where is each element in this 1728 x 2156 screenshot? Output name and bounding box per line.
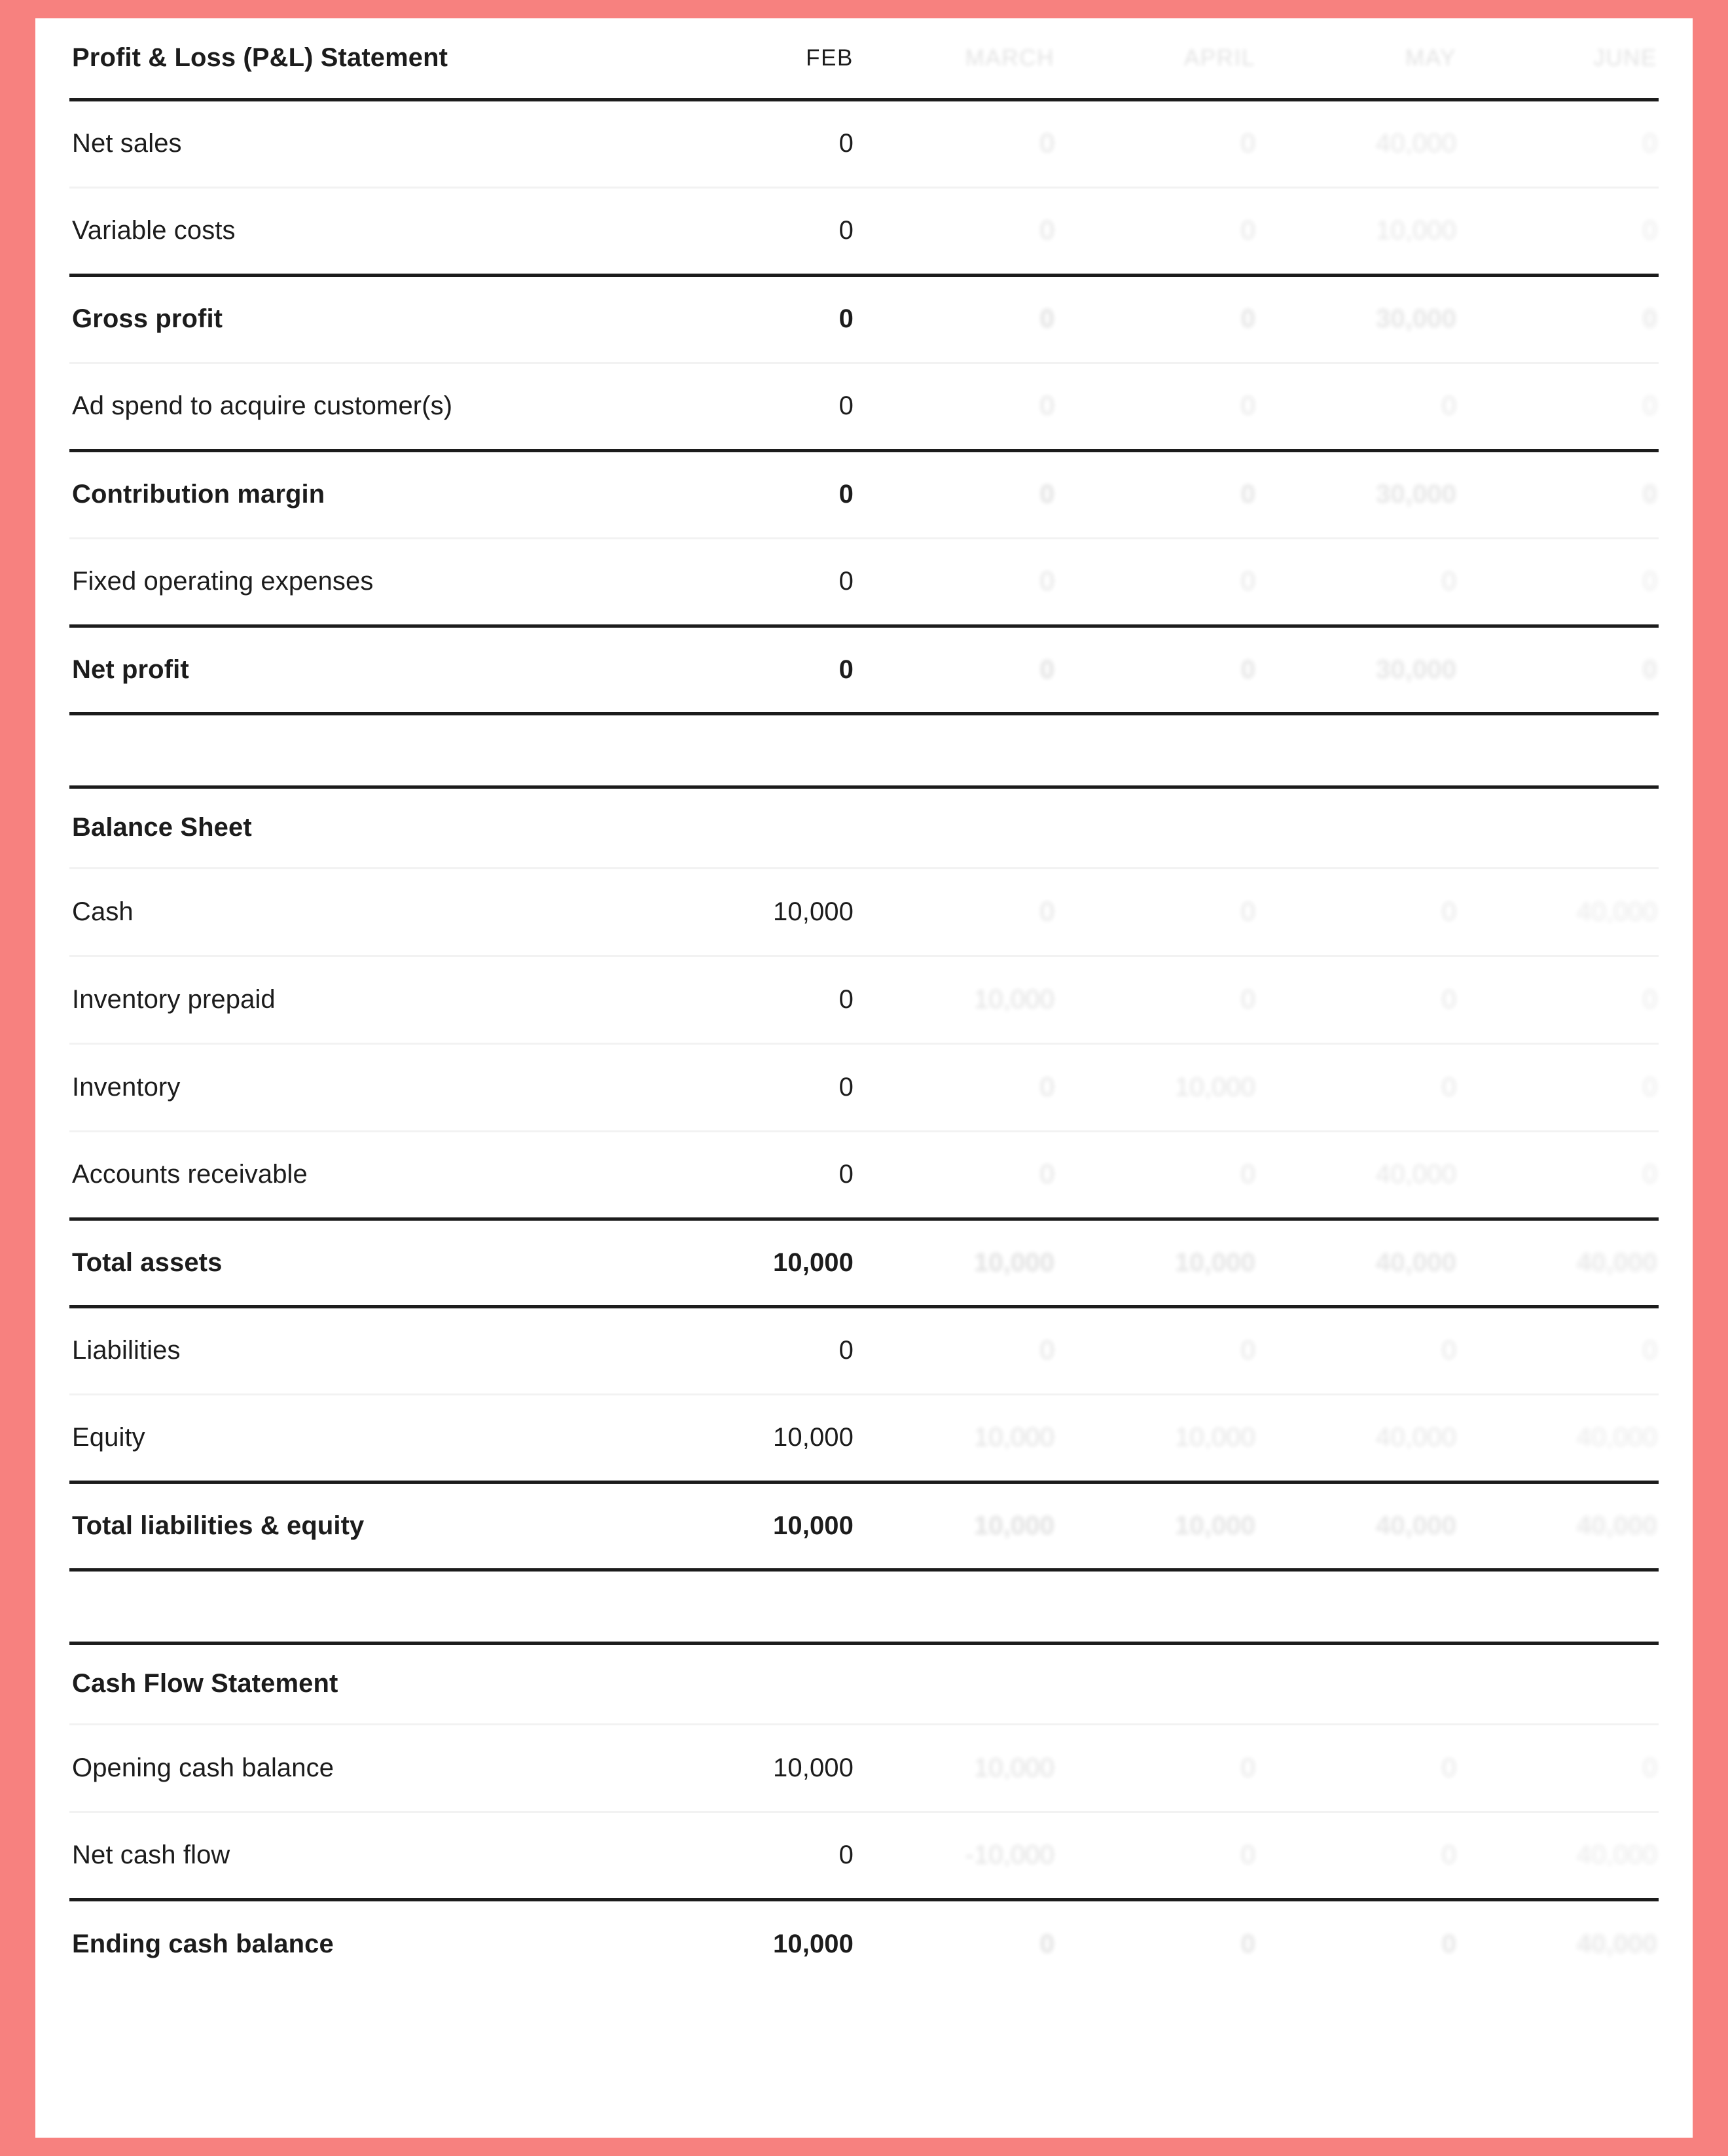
spacer-cell <box>1056 787 1257 868</box>
cell-feb: 0 <box>645 275 855 363</box>
row-label: Contribution margin <box>69 450 645 538</box>
cell-may: 40,000 <box>1257 1394 1458 1482</box>
row-label: Net cash flow <box>69 1812 645 1899</box>
cell-may: 40,000 <box>1257 99 1458 187</box>
cell-june: 0 <box>1458 956 1659 1043</box>
row-label: Total liabilities & equity <box>69 1482 645 1570</box>
row-label: Total assets <box>69 1219 645 1306</box>
cell-feb: 10,000 <box>645 1482 855 1570</box>
cell-march: 0 <box>855 275 1056 363</box>
table-row <box>69 1724 1659 1812</box>
cell-june: 0 <box>1458 99 1659 187</box>
spacer-cell <box>855 1570 1056 1643</box>
pl-section-title: Profit & Loss (P&L) Statement <box>69 18 645 99</box>
cell-march: 0 <box>855 1131 1056 1219</box>
spacer-cell <box>1458 1643 1659 1724</box>
cell-april: 0 <box>1056 1306 1257 1394</box>
cell-june: 40,000 <box>1458 1482 1659 1570</box>
spacer-cell <box>645 787 855 868</box>
table-row <box>69 1899 1659 1987</box>
table-row <box>69 450 1659 538</box>
cell-may: 30,000 <box>1257 275 1458 363</box>
cell-feb: 0 <box>645 1812 855 1899</box>
cell-march: 10,000 <box>855 956 1056 1043</box>
table-row <box>69 538 1659 626</box>
cell-may: 0 <box>1257 363 1458 450</box>
spacer-cell <box>1458 1570 1659 1643</box>
cell-feb: 0 <box>645 450 855 538</box>
cell-may: 40,000 <box>1257 1131 1458 1219</box>
table-row <box>69 1219 1659 1306</box>
section-header-pl <box>69 18 1659 99</box>
cell-march: -10,000 <box>855 1812 1056 1899</box>
cell-june: 0 <box>1458 1131 1659 1219</box>
spacer-cell <box>69 1570 645 1643</box>
spacer-cell <box>1257 787 1458 868</box>
cell-feb: 0 <box>645 1306 855 1394</box>
row-label: Cash <box>69 868 645 956</box>
cell-march: 0 <box>855 99 1056 187</box>
spacer-cell <box>1257 1570 1458 1643</box>
cell-april: 10,000 <box>1056 1043 1257 1131</box>
column-header-june: JUNE <box>1458 18 1659 99</box>
row-label: Liabilities <box>69 1306 645 1394</box>
spacer-cell <box>1257 713 1458 787</box>
cell-may: 0 <box>1257 1306 1458 1394</box>
cell-june: 40,000 <box>1458 1219 1659 1306</box>
cell-june: 40,000 <box>1458 868 1659 956</box>
cell-feb: 0 <box>645 187 855 275</box>
cell-march: 0 <box>855 1043 1056 1131</box>
row-label: Variable costs <box>69 187 645 275</box>
spacer-cell <box>645 713 855 787</box>
cell-march: 0 <box>855 450 1056 538</box>
table-row <box>69 363 1659 450</box>
spacer-cell <box>1458 787 1659 868</box>
cell-april: 10,000 <box>1056 1394 1257 1482</box>
row-label: Inventory prepaid <box>69 956 645 1043</box>
cell-april: 0 <box>1056 99 1257 187</box>
cell-may: 30,000 <box>1257 450 1458 538</box>
table-row <box>69 99 1659 187</box>
table-row <box>69 187 1659 275</box>
cell-april: 0 <box>1056 275 1257 363</box>
cell-april: 0 <box>1056 956 1257 1043</box>
cell-march: 0 <box>855 538 1056 626</box>
cell-april: 0 <box>1056 187 1257 275</box>
section-spacer <box>69 713 1659 787</box>
spacer-cell <box>1056 1643 1257 1724</box>
cell-may: 40,000 <box>1257 1219 1458 1306</box>
spacer-cell <box>1257 1643 1458 1724</box>
cell-june: 0 <box>1458 275 1659 363</box>
cell-june: 0 <box>1458 538 1659 626</box>
cell-may: 40,000 <box>1257 1482 1458 1570</box>
cell-april: 10,000 <box>1056 1482 1257 1570</box>
cell-june: 40,000 <box>1577 1929 1657 1958</box>
cell-march: 0 <box>855 868 1056 956</box>
spacer-cell <box>855 787 1056 868</box>
cell-feb: 10,000 <box>645 1394 855 1482</box>
spacer-cell <box>645 1570 855 1643</box>
cell-feb: 0 <box>645 1131 855 1219</box>
balance-sheet-section-title: Balance Sheet <box>69 787 645 868</box>
cell-april: 0 <box>1056 450 1257 538</box>
cell-feb: 10,000 <box>773 1929 854 1958</box>
table-row <box>69 1043 1659 1131</box>
row-label: Ad spend to acquire customer(s) <box>69 363 645 450</box>
cell-feb: 0 <box>645 626 855 713</box>
cell-may: 0 <box>1257 1724 1458 1812</box>
table-row <box>69 1482 1659 1570</box>
statement-card <box>35 18 1693 2138</box>
row-label: Ending cash balance <box>72 1929 334 1958</box>
spacer-cell <box>645 1643 855 1724</box>
cell-april: 0 <box>1240 1929 1255 1958</box>
cell-feb: 0 <box>645 956 855 1043</box>
row-label: Equity <box>69 1394 645 1482</box>
column-header-may: MAY <box>1257 18 1458 99</box>
row-label: Fixed operating expenses <box>69 538 645 626</box>
row-label: Inventory <box>69 1043 645 1131</box>
cell-march: 0 <box>855 626 1056 713</box>
cell-june: 0 <box>1458 1043 1659 1131</box>
cell-april: 10,000 <box>1056 1219 1257 1306</box>
table-row <box>69 956 1659 1043</box>
cell-april: 0 <box>1056 626 1257 713</box>
table-row <box>69 275 1659 363</box>
column-header-march: MARCH <box>855 18 1056 99</box>
row-label: Net profit <box>69 626 645 713</box>
table-row <box>69 1131 1659 1219</box>
table-row <box>69 1394 1659 1482</box>
cell-may: 0 <box>1257 1812 1458 1899</box>
cell-june: 40,000 <box>1458 1394 1659 1482</box>
table-row <box>69 868 1659 956</box>
cell-june: 0 <box>1458 626 1659 713</box>
cell-feb: 10,000 <box>645 1724 855 1812</box>
row-label: Net sales <box>69 99 645 187</box>
table-body <box>69 18 1659 1987</box>
row-label: Accounts receivable <box>69 1131 645 1219</box>
table-row <box>69 1812 1659 1899</box>
cell-may: 0 <box>1441 1929 1456 1958</box>
cell-may: 0 <box>1257 1043 1458 1131</box>
cell-june: 40,000 <box>1458 1812 1659 1899</box>
cell-may: 0 <box>1257 868 1458 956</box>
cell-april: 0 <box>1056 538 1257 626</box>
cell-march: 10,000 <box>855 1724 1056 1812</box>
cell-march: 0 <box>855 1306 1056 1394</box>
spacer-cell <box>69 713 645 787</box>
cell-feb: 0 <box>645 1043 855 1131</box>
cell-june: 0 <box>1458 450 1659 538</box>
row-label: Opening cash balance <box>69 1724 645 1812</box>
cell-may: 30,000 <box>1257 626 1458 713</box>
cell-june: 0 <box>1458 187 1659 275</box>
spacer-cell <box>855 1643 1056 1724</box>
spacer-cell <box>1056 1570 1257 1643</box>
cell-march: 0 <box>855 363 1056 450</box>
cell-april: 0 <box>1056 868 1257 956</box>
cash-flow-section-title: Cash Flow Statement <box>69 1643 645 1724</box>
cell-april: 0 <box>1056 1724 1257 1812</box>
column-header-april: APRIL <box>1056 18 1257 99</box>
cell-april: 0 <box>1056 363 1257 450</box>
cell-feb: 0 <box>645 99 855 187</box>
section-spacer <box>69 1570 1659 1643</box>
cell-may: 10,000 <box>1257 187 1458 275</box>
cell-feb: 0 <box>645 363 855 450</box>
cell-june: 0 <box>1458 363 1659 450</box>
cell-may: 0 <box>1257 538 1458 626</box>
spacer-cell <box>1458 713 1659 787</box>
spacer-cell <box>1056 713 1257 787</box>
cell-feb: 10,000 <box>645 868 855 956</box>
cell-june: 0 <box>1458 1724 1659 1812</box>
cell-march: 0 <box>855 187 1056 275</box>
cell-march: 10,000 <box>855 1394 1056 1482</box>
cell-march: 0 <box>1039 1929 1054 1958</box>
cell-feb: 10,000 <box>645 1219 855 1306</box>
cell-june: 0 <box>1458 1306 1659 1394</box>
cell-march: 10,000 <box>855 1219 1056 1306</box>
column-header-feb: FEB <box>645 18 855 99</box>
table-row <box>69 626 1659 713</box>
cell-feb: 0 <box>645 538 855 626</box>
table-row <box>69 1306 1659 1394</box>
spacer-cell <box>855 713 1056 787</box>
cell-march: 10,000 <box>855 1482 1056 1570</box>
cell-may: 0 <box>1257 956 1458 1043</box>
financial-statements-table <box>69 18 1659 1987</box>
cell-april: 0 <box>1056 1131 1257 1219</box>
cell-april: 0 <box>1056 1812 1257 1899</box>
section-header-cash-flow <box>69 1643 1659 1724</box>
section-header-balance-sheet <box>69 787 1659 868</box>
row-label: Gross profit <box>69 275 645 363</box>
